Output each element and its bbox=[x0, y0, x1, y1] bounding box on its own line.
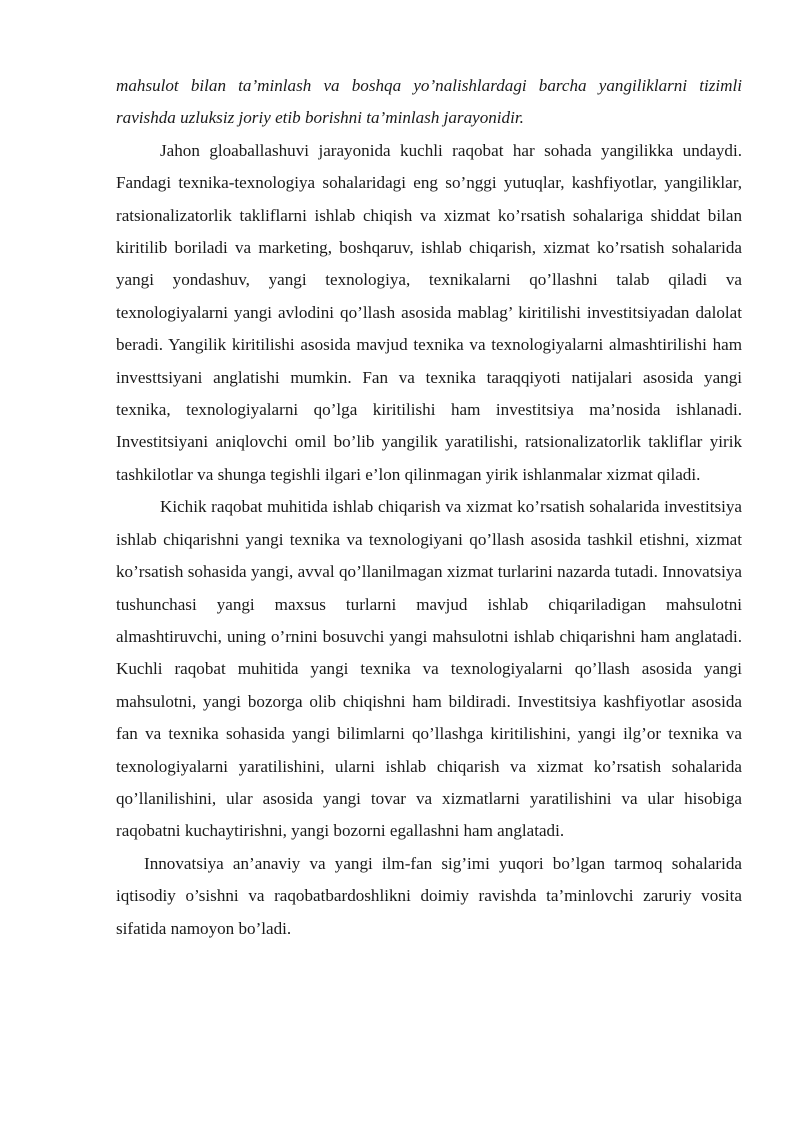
paragraph-innovation: Innovatsiya an’anaviy va yangi ilm-fan sig’imi yuqori bo’lgan tarmoq sohalarida iqtisodiy o’sishni va raqobatbardoshlikni doimiy ravishda ta’minlovchi zaruriy vosita sifatida namoyon bo’ladi. bbox=[116, 853, 742, 938]
paragraph-definition-continuation: mahsulot bilan ta’minlash va boshqa yo’nalishlardagi barcha yangiliklarni tizimli ravishda uzluksiz joriy etib borishni ta’minlash jarayonidir. bbox=[116, 76, 742, 128]
document-body bbox=[116, 70, 742, 945]
paragraph-globalization: Jahon gloaballashuvi jarayonida kuchli raqobat har sohada yangilikka undaydi. Fandagi texnika-texnologiya sohalaridagi eng so’nggi yutuqlar, kashfiyotlar, yangiliklar, ratsionalizatorlik takliflarni ishlab chiqish va xizmat ko’rsatish sohalariga shiddat bilan kiritilib boriladi va marketing, boshqaruv, ishlab chiqarish, xizmat ko’rsatish sohalarida yangi yondashuv, yangi texnologiya, texnikalarni qo’llashni talab qiladi va texnologiyalarni yangi avlodini qo’llash asosida mablag’ kiritilishi investitsiyadan dalolat beradi. Yangilik kiritilishi asosida mavjud texnika va texnologiyalarni almashtirilishi ham investtsiyani anglatishi mumkin. Fan va texnika taraqqiyoti natijalari asosida yangi texnika, texnologiyalarni qo’lga kiritilishi ham investitsiya ma’nosida ishlanadi. Investitsiyani aniqlovchi omil bo’lib yangilik yaratilishi, ratsionalizatorlik takliflar yirik tashkilotlar va shunga tegishli ilgari e’lon qilinmagan yirik ishlanmalar xizmat qiladi. bbox=[116, 140, 742, 484]
paragraph-competition: Kichik raqobat muhitida ishlab chiqarish va xizmat ko’rsatish sohalarida investitsiya ishlab chiqarishni yangi texnika va texnologiyani qo’llash asosida tashkil etishni, xizmat ko’rsatish sohasida yangi, avval qo’llanilmagan xizmat turlarini nazarda tutadi. Innovatsiya tushunchasi yangi maxsus turlarni mavjud ishlab chiqariladigan mahsulotni almashtiruvchi, uning o’rnini bosuvchi yangi mahsulotni ishlab chiqarishni ham anglatadi. Kuchli raqobat muhitida yangi texnika va texnologiyalarni qo’llash asosida yangi mahsulotni, yangi bozorga olib chiqishni ham bildiradi. Investitsiya kashfiyotlar asosida fan va texnika sohasida yangi bilimlarni qo’llashga kiritilishini, yangi ilg’or texnika va texnologiyalarni yaratilishini, ularni ishlab chiqarish va xizmat ko’rsatish sohalarida qo’llanilishini, ular asosida yangi tovar va xizmatlarni yaratilishini va ular hisobiga raqobatni kuchaytirishni, yangi bozorni egallashni ham anglatadi. bbox=[116, 497, 742, 841]
